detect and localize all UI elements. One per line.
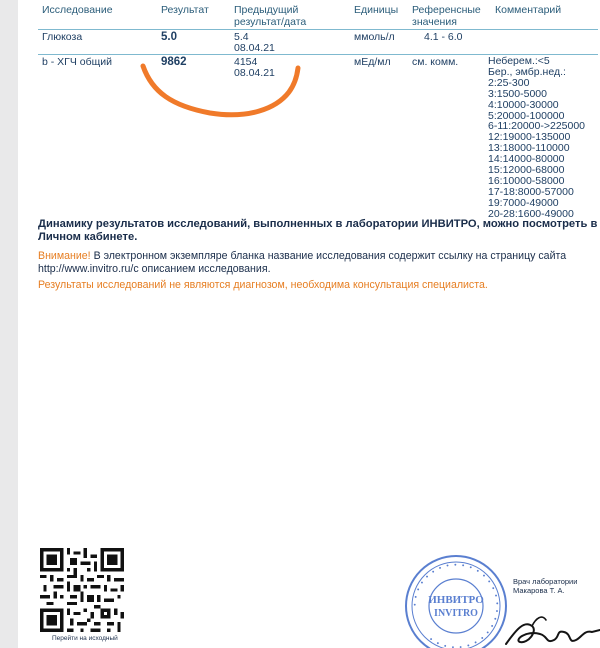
comment-line: 5:20000-100000: [488, 109, 565, 122]
row-hcg-test: b - ХГЧ общий: [42, 56, 112, 68]
header-units: Единицы: [354, 4, 399, 16]
svg-text:• • • • • • • • • • • • • • •: • • • • • • • • • • • • • • • • • • • • • • • • • • • • •: [411, 561, 501, 648]
comment-line: 14:14000-80000: [488, 153, 565, 166]
header-reference: [412, 4, 481, 28]
signature-icon: [502, 600, 600, 648]
row-glucose-previous-value: 5.4: [234, 31, 249, 43]
stamp-top-text: ИНВИТРО: [428, 594, 484, 606]
header-comment: Комментарий: [495, 4, 562, 16]
doctor-name: Макарова Т. А.: [513, 586, 565, 595]
row-glucose-previous-date: 08.04.21: [234, 42, 275, 54]
doctor-title: Врач лаборатории: [513, 577, 578, 586]
stamp-bottom-text: INVITRO: [434, 608, 478, 619]
row-glucose-previous: [234, 32, 275, 54]
invitro-stamp-icon: [403, 553, 509, 648]
comment-line: 20-28:1600-49000: [488, 207, 574, 220]
comment-line: 12:19000-135000: [488, 131, 571, 144]
attention-tail: с описанием исследования.: [133, 263, 271, 275]
row-hcg-units: мЕд/мл: [354, 56, 391, 68]
row-hcg-result: 9862: [161, 56, 187, 68]
row-hcg-previous: [234, 57, 275, 79]
comment-line: 3:1500-5000: [488, 87, 547, 100]
lab-report-sheet: [18, 0, 600, 648]
disclaimer-note: Результаты исследований не являются диагнозом, необходима консультация специалиста.: [38, 279, 488, 291]
comment-line: 6-11:20000->225000: [488, 120, 586, 133]
row-hcg-previous-value: 4154: [234, 56, 258, 68]
comment-line: 17-18:8000-57000: [488, 185, 574, 198]
comment-line: 13:18000-110000: [488, 142, 570, 155]
header-result: Результат: [161, 4, 209, 16]
dynamics-note: Динамику результатов исследований, выполненных в лаборатории ИНВИТРО, можно посмотреть в Личном кабинете.: [38, 218, 598, 243]
comment-line: 19:7000-49000: [488, 196, 559, 209]
comment-line: 16:10000-58000: [488, 174, 565, 187]
attention-label: Внимание!: [38, 250, 91, 262]
header-previous-line2: результат/дата: [234, 16, 307, 28]
row-hcg-comment: [488, 56, 585, 220]
invitro-link[interactable]: http://www.invitro.ru/: [38, 263, 134, 275]
comment-line: 15:12000-68000: [488, 164, 565, 177]
attention-note: [38, 250, 598, 276]
header-previous-line1: Предыдущий: [234, 4, 299, 16]
header-test: Исследование: [42, 4, 113, 16]
comment-line: 2:25-300: [488, 76, 530, 89]
row-hcg-previous-date: 08.04.21: [234, 67, 275, 79]
doctor-signature-block: [513, 577, 577, 595]
qr-code-icon[interactable]: [40, 548, 124, 632]
row-glucose-units: ммоль/л: [354, 31, 395, 43]
qr-caption: Перейти на исходный: [52, 635, 118, 642]
row-glucose-test: Глюкоза: [42, 31, 83, 43]
header-divider: [38, 29, 598, 30]
row-glucose-result: 5.0: [161, 31, 177, 43]
comment-line: Неберем.:<5: [488, 55, 550, 67]
row-hcg-reference: см. комм.: [412, 56, 459, 68]
attention-text: В электронном экземпляре бланка название исследования содержит ссылку на страницу сайта: [90, 250, 567, 262]
header-previous: [234, 4, 306, 28]
row-glucose-reference: 4.1 - 6.0: [424, 31, 463, 43]
comment-line: 4:10000-30000: [488, 98, 559, 111]
header-reference-line2: значения: [412, 16, 457, 28]
header-reference-line1: Референсные: [412, 4, 481, 16]
comment-line: Бер., эмбр.нед.:: [488, 65, 566, 78]
